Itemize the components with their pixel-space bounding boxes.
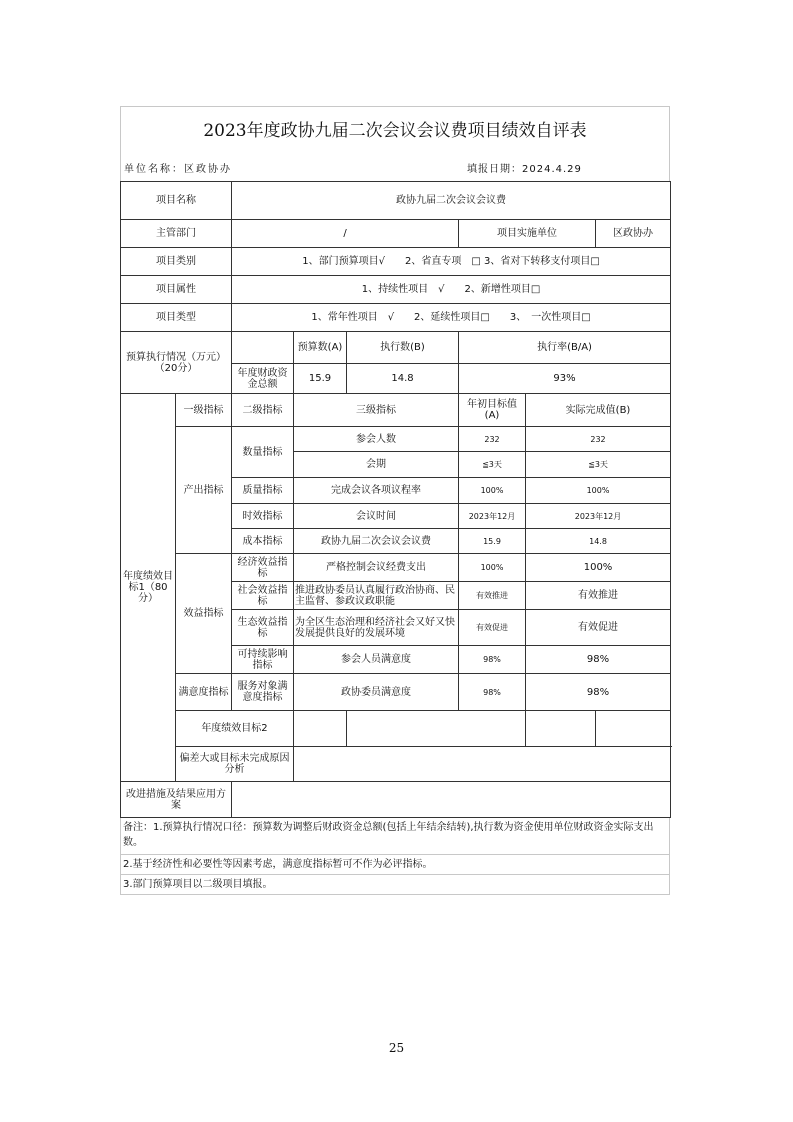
header-exec-b: 执行数(B): [347, 332, 459, 364]
label-impl-unit: 项目实施单位: [459, 220, 596, 248]
label-attribute: 项目属性: [121, 276, 232, 304]
row-target: 有效促进: [459, 610, 526, 646]
fill-date: 填报日期：2024.4.29: [467, 164, 582, 175]
row-l3: 为全区生态治理和经济社会又好又快发展提供良好的发展环境: [294, 610, 459, 646]
value-attribute: 1、持续性项目 √ 2、新增性项目□: [232, 276, 671, 304]
row-target: 100%: [459, 478, 526, 504]
label-economic: 经济效益指标: [232, 554, 294, 582]
evaluation-table: [120, 181, 671, 818]
evaluation-sheet: [120, 106, 670, 895]
label-improve: 改进措施及结果应用方案: [121, 782, 232, 818]
row-actual: 有效促进: [526, 610, 671, 646]
page-number: 25: [388, 1041, 405, 1055]
row-target: ≦3天: [459, 452, 526, 478]
label-annual-goal-1: 年度绩效目标1（80分）: [121, 394, 176, 782]
header-lvl1: 一级指标: [176, 394, 232, 427]
value-rate: 93%: [459, 364, 671, 394]
label-cost: 成本指标: [232, 529, 294, 554]
label-annual-goal-2: 年度绩效目标2: [176, 711, 294, 747]
notes-section: [120, 818, 670, 895]
row-l3: 参会人员满意度: [294, 646, 459, 674]
value-executed: 14.8: [347, 364, 459, 394]
label-budget-exec: 预算执行情况（万元）（20分）: [121, 332, 232, 394]
blank-cell: [526, 711, 596, 747]
value-project-name: 政协九届二次会议会议费: [232, 182, 671, 220]
value-category: 1、部门预算项目√ 2、省直专项 □ 3、省对下转移支付项目□: [232, 248, 671, 276]
label-deviation: 偏差大或目标未完成原因分析: [176, 747, 294, 782]
row-target: 232: [459, 427, 526, 452]
header-rate: 执行率(B/A): [459, 332, 671, 364]
label-social: 社会效益指标: [232, 582, 294, 610]
row-target: 2023年12月: [459, 504, 526, 529]
form-meta: [120, 149, 670, 181]
row-target: 100%: [459, 554, 526, 582]
row-l3: 完成会议各项议程率: [294, 478, 459, 504]
header-budget-a: 预算数(A): [294, 332, 347, 364]
label-service-sat: 服务对象满意度指标: [232, 674, 294, 711]
row-l3: 会期: [294, 452, 459, 478]
row-actual: 98%: [526, 674, 671, 711]
value-type: 1、常年性项目 √ 2、延续性项目□ 3、 一次性项目□: [232, 304, 671, 332]
row-target: 98%: [459, 646, 526, 674]
row-l3: 政协委员满意度: [294, 674, 459, 711]
row-target: 15.9: [459, 529, 526, 554]
row-actual: 2023年12月: [526, 504, 671, 529]
row-actual: 232: [526, 427, 671, 452]
row-l3: 严格控制会议经费支出: [294, 554, 459, 582]
label-dept: 主管部门: [121, 220, 232, 248]
value-improve: [232, 782, 671, 818]
blank-cell: [347, 711, 526, 747]
label-timeliness: 时效指标: [232, 504, 294, 529]
row-target: 98%: [459, 674, 526, 711]
row-l3: 政协九届二次会议会议费: [294, 529, 459, 554]
header-lvl2: 二级指标: [232, 394, 294, 427]
value-impl-unit: 区政协办: [596, 220, 671, 248]
note-item: 3.部门预算项目以二级项目填报。: [120, 875, 670, 895]
header-target-a: 年初目标值(A): [459, 394, 526, 427]
header-actual-b: 实际完成值(B): [526, 394, 671, 427]
label-quality: 质量指标: [232, 478, 294, 504]
unit-name: 单位名称：区政协办: [124, 164, 232, 175]
row-l3: 参会人数: [294, 427, 459, 452]
form-title: 2023年度政协九届二次会议会议费项目绩效自评表: [120, 106, 670, 149]
label-sustain: 可持续影响指标: [232, 646, 294, 674]
header-lvl3: 三级指标: [294, 394, 459, 427]
row-l3: 会议时间: [294, 504, 459, 529]
row-l3: 推进政协委员认真履行政治协商、民主监督、参政议政职能: [294, 582, 459, 610]
row-actual: 100%: [526, 554, 671, 582]
label-satisfaction: 满意度指标: [176, 674, 232, 711]
label-category: 项目类别: [121, 248, 232, 276]
label-ecological: 生态效益指标: [232, 610, 294, 646]
row-actual: 14.8: [526, 529, 671, 554]
blank-cell: [294, 711, 347, 747]
label-fiscal-total: 年度财政资金总额: [232, 364, 294, 394]
row-actual: ≦3天: [526, 452, 671, 478]
label-quantity: 数量指标: [232, 427, 294, 478]
blank-cell: [596, 711, 671, 747]
label-output: 产出指标: [176, 427, 232, 554]
label-project-name: 项目名称: [121, 182, 232, 220]
blank-cell: [232, 332, 294, 364]
note-item: 备注：1.预算执行情况口径：预算数为调整后财政资金总额(包括上年结余结转),执行数为资金使用单位财政资金实际支出数。: [120, 818, 670, 855]
value-deviation: [294, 747, 671, 782]
label-benefit: 效益指标: [176, 554, 232, 674]
row-target: 有效推进: [459, 582, 526, 610]
label-type: 项目类型: [121, 304, 232, 332]
row-actual: 100%: [526, 478, 671, 504]
value-budget: 15.9: [294, 364, 347, 394]
row-actual: 98%: [526, 646, 671, 674]
row-actual: 有效推进: [526, 582, 671, 610]
value-dept: /: [232, 220, 459, 248]
note-item: 2.基于经济性和必要性等因素考虑，满意度指标暂可不作为必评指标。: [120, 855, 670, 875]
